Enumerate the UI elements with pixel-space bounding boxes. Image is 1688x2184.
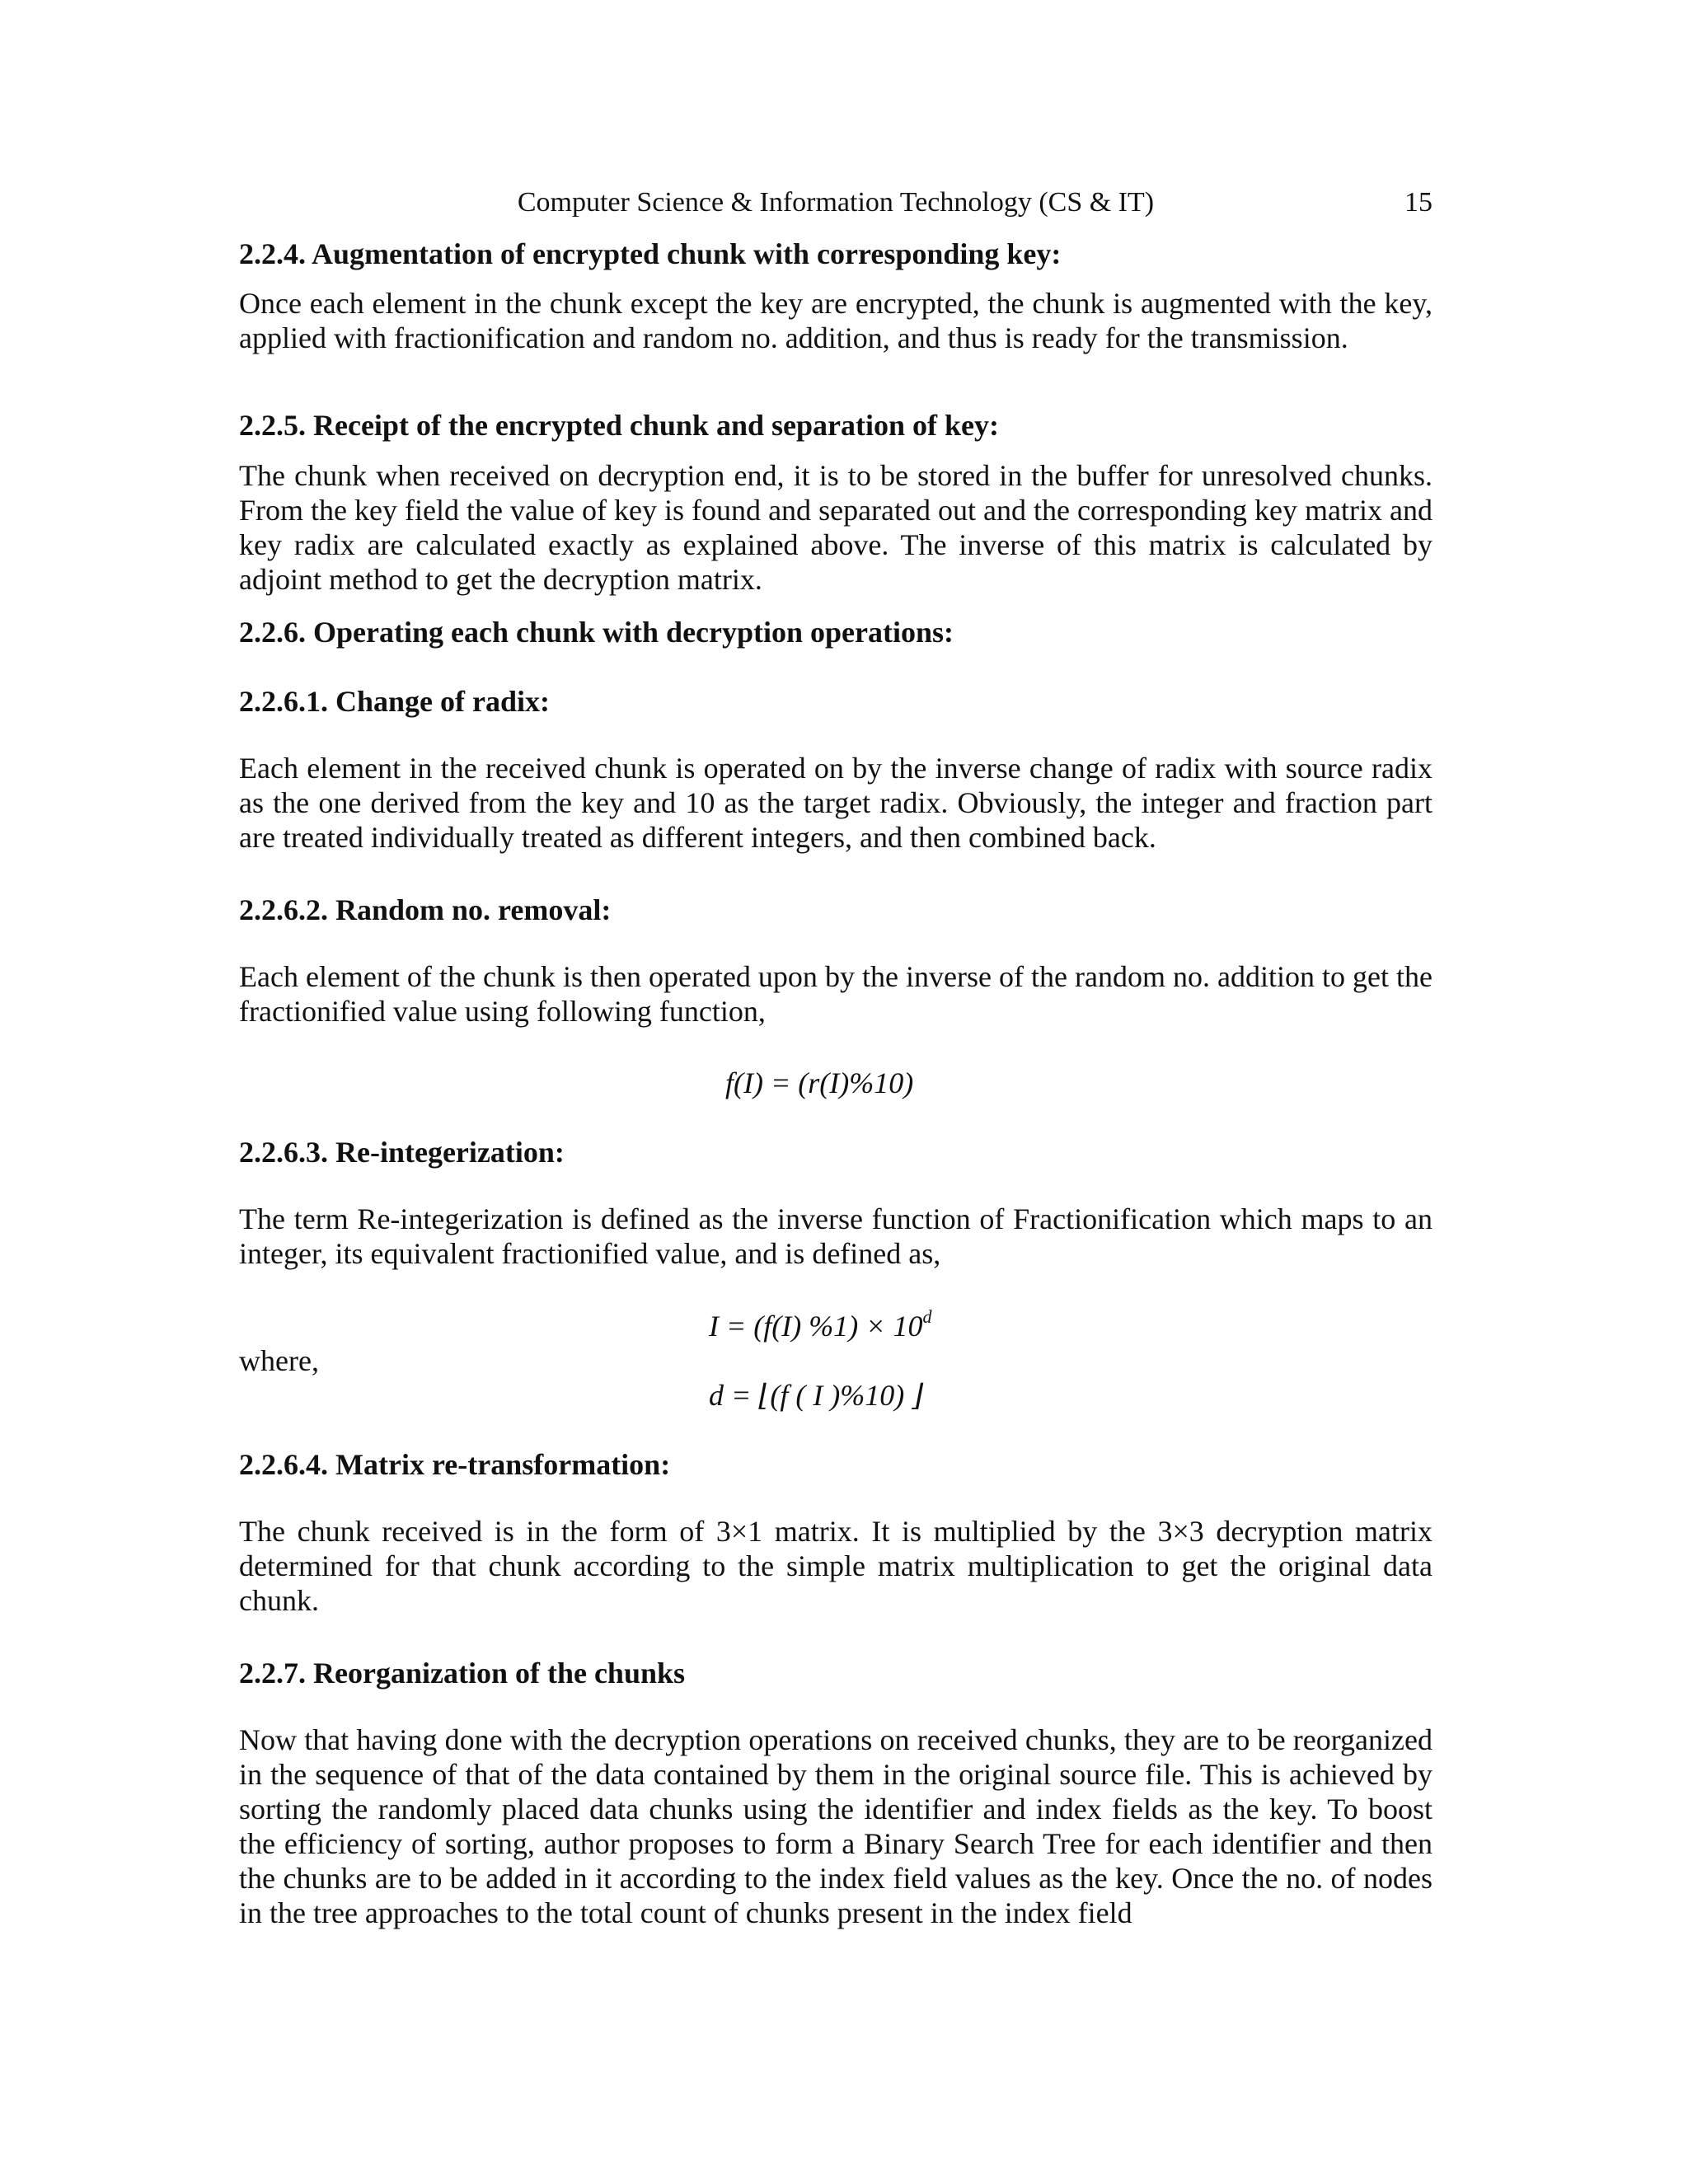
equation-d-definition: d = ⌊(f ( I )%10) ⌋ (709, 1379, 924, 1412)
heading-2-2-6-3: 2.2.6.3. Re-integerization: (239, 1136, 565, 1169)
heading-2-2-6-1: 2.2.6.1. Change of radix: (239, 685, 550, 718)
paragraph-2-2-6-1: Each element in the received chunk is operated on by the inverse change of radix with source radix as the one derived from the key and 10 as the target radix. Obviously, the integer and fraction part are treated individually treated as different integers, and then combined back. (239, 752, 1432, 854)
equation-random-removal: f(I) = (r(I)%10) (725, 1066, 914, 1099)
where-label: where, (239, 1344, 319, 1377)
equation-exponent: d (922, 1306, 932, 1327)
page-number: 15 (1404, 187, 1432, 218)
heading-2-2-6-4: 2.2.6.4. Matrix re-transformation: (239, 1448, 671, 1481)
heading-2-2-4: 2.2.4. Augmentation of encrypted chunk with corresponding key: (239, 237, 1062, 270)
paragraph-2-2-6-2: Each element of the chunk is then operated upon by the inverse of the random no. addition to get the fractionified value using following function, (239, 960, 1432, 1028)
equation-reintegerization (709, 1306, 932, 1346)
paragraph-2-2-6-3: The term Re-integerization is defined as the inverse function of Fractionification which maps to an integer, its equivalent fractionified value, and is defined as, (239, 1202, 1432, 1270)
journal-title: Computer Science & Information Technology (CS & IT) (517, 187, 1155, 218)
paragraph-2-2-5: The chunk when received on decryption end, it is to be stored in the buffer for unresolved chunks. From the key field the value of key is found and separated out and the corresponding key matrix and key radix are calculated exactly as explained above. The inverse of this matrix is calculated by adjoint method to get the decryption matrix. (239, 459, 1432, 596)
heading-2-2-7: 2.2.7. Reorganization of the chunks (239, 1657, 686, 1690)
paragraph-2-2-6-4: The chunk received is in the form of 3×1 matrix. It is multiplied by the 3×3 decryption matrix determined for that chunk according to the simple matrix multiplication to get the original data chunk. (239, 1515, 1432, 1617)
paragraph-2-2-4: Once each element in the chunk except the key are encrypted, the chunk is augmented with the key, applied with fractionification and random no. addition, and thus is ready for the transmission. (239, 287, 1432, 354)
equation-reintegerization-body: I = (f(I) %1) × 10 (709, 1310, 923, 1343)
heading-2-2-6: 2.2.6. Operating each chunk with decryption operations: (239, 616, 954, 649)
heading-2-2-5: 2.2.5. Receipt of the encrypted chunk and separation of key: (239, 409, 999, 442)
heading-2-2-6-2: 2.2.6.2. Random no. removal: (239, 893, 612, 926)
paragraph-2-2-7: Now that having done with the decryption operations on received chunks, they are to be reorganized in the sequence of that of the data contained by them in the original source file. This is achieved by sorting the randomly placed data chunks using the identifier and index fields as the key. To boost the efficiency of sorting, author proposes to form a Binary Search Tree for each identifier and then the chunks are to be added in it according to the index field values as the key. Once the no. of nodes in the tree approaches to the total count of chunks present in the index field (239, 1723, 1432, 1929)
